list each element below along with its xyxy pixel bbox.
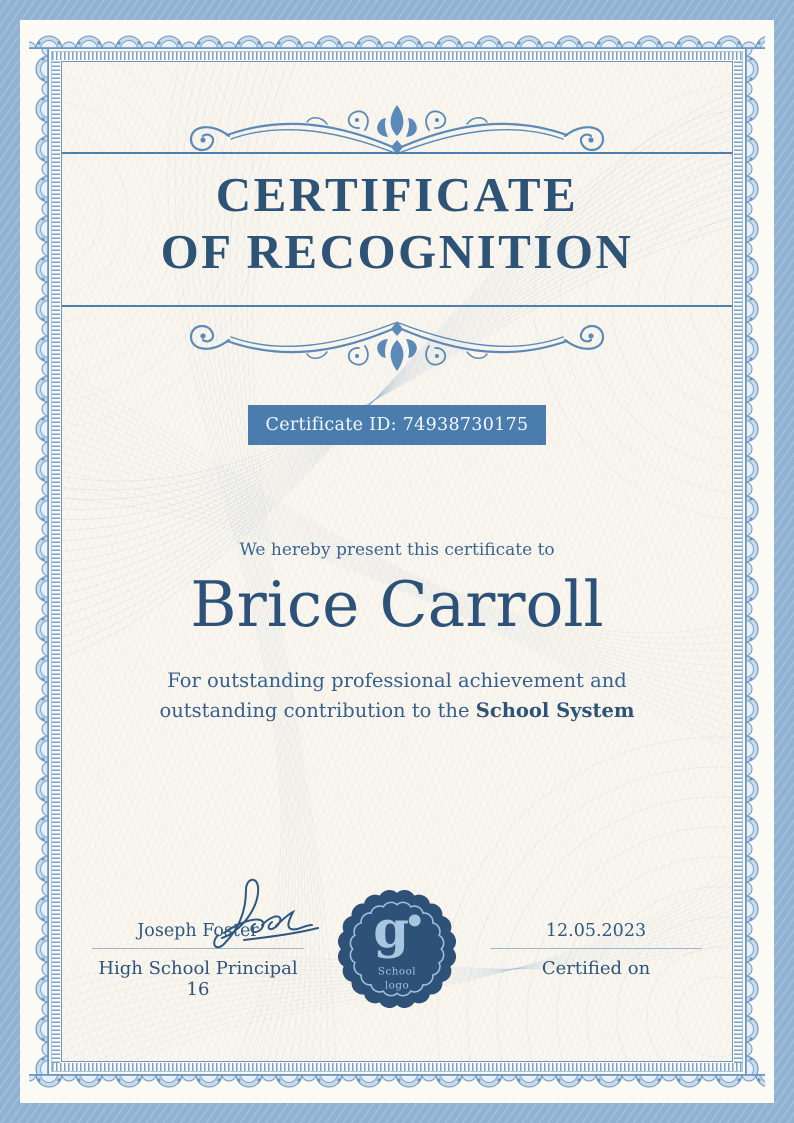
signer-title: High School Principal 16	[98, 958, 298, 1000]
certified-date: 12.05.2023	[545, 921, 647, 941]
signature-block	[92, 908, 304, 1000]
divider-line-bottom	[62, 305, 732, 307]
seal-initial-dot	[409, 915, 421, 927]
flourish-ornament-top	[167, 102, 627, 168]
description-text	[62, 666, 732, 726]
lace-border-bottom	[29, 1074, 765, 1094]
certified-on-label: Certified on	[541, 958, 651, 979]
seal-caption-line1: School	[377, 965, 417, 978]
seal-initial: g	[373, 900, 409, 961]
recipient-name: Brice Carroll	[190, 568, 604, 641]
school-seal	[334, 886, 460, 1012]
certificate-title	[62, 166, 732, 280]
lace-border-right	[745, 49, 765, 1074]
divider-line-top	[62, 152, 732, 154]
signature-handwriting	[206, 874, 326, 968]
certificate-content	[61, 61, 733, 1062]
flourish-ornament-bottom	[167, 308, 627, 374]
description-line-2: outstanding contribution to the School System	[159, 699, 635, 722]
certificate-id-banner: Certificate ID: 74938730175	[248, 405, 546, 445]
lace-border-left	[29, 49, 49, 1074]
signer-name: Joseph Foster	[137, 921, 259, 941]
title-line-2: OF RECOGNITION	[160, 224, 634, 279]
seal-caption-line2: logo	[384, 979, 410, 992]
description-emphasis: School System	[475, 699, 635, 722]
description-line-1: For outstanding professional achievement and	[167, 669, 627, 692]
lace-border-top	[29, 29, 765, 49]
certificate-mat	[20, 20, 774, 1103]
presentation-text: We hereby present this certificate to	[239, 540, 555, 560]
title-line-1: CERTIFICATE	[215, 167, 579, 222]
date-block	[490, 908, 702, 979]
